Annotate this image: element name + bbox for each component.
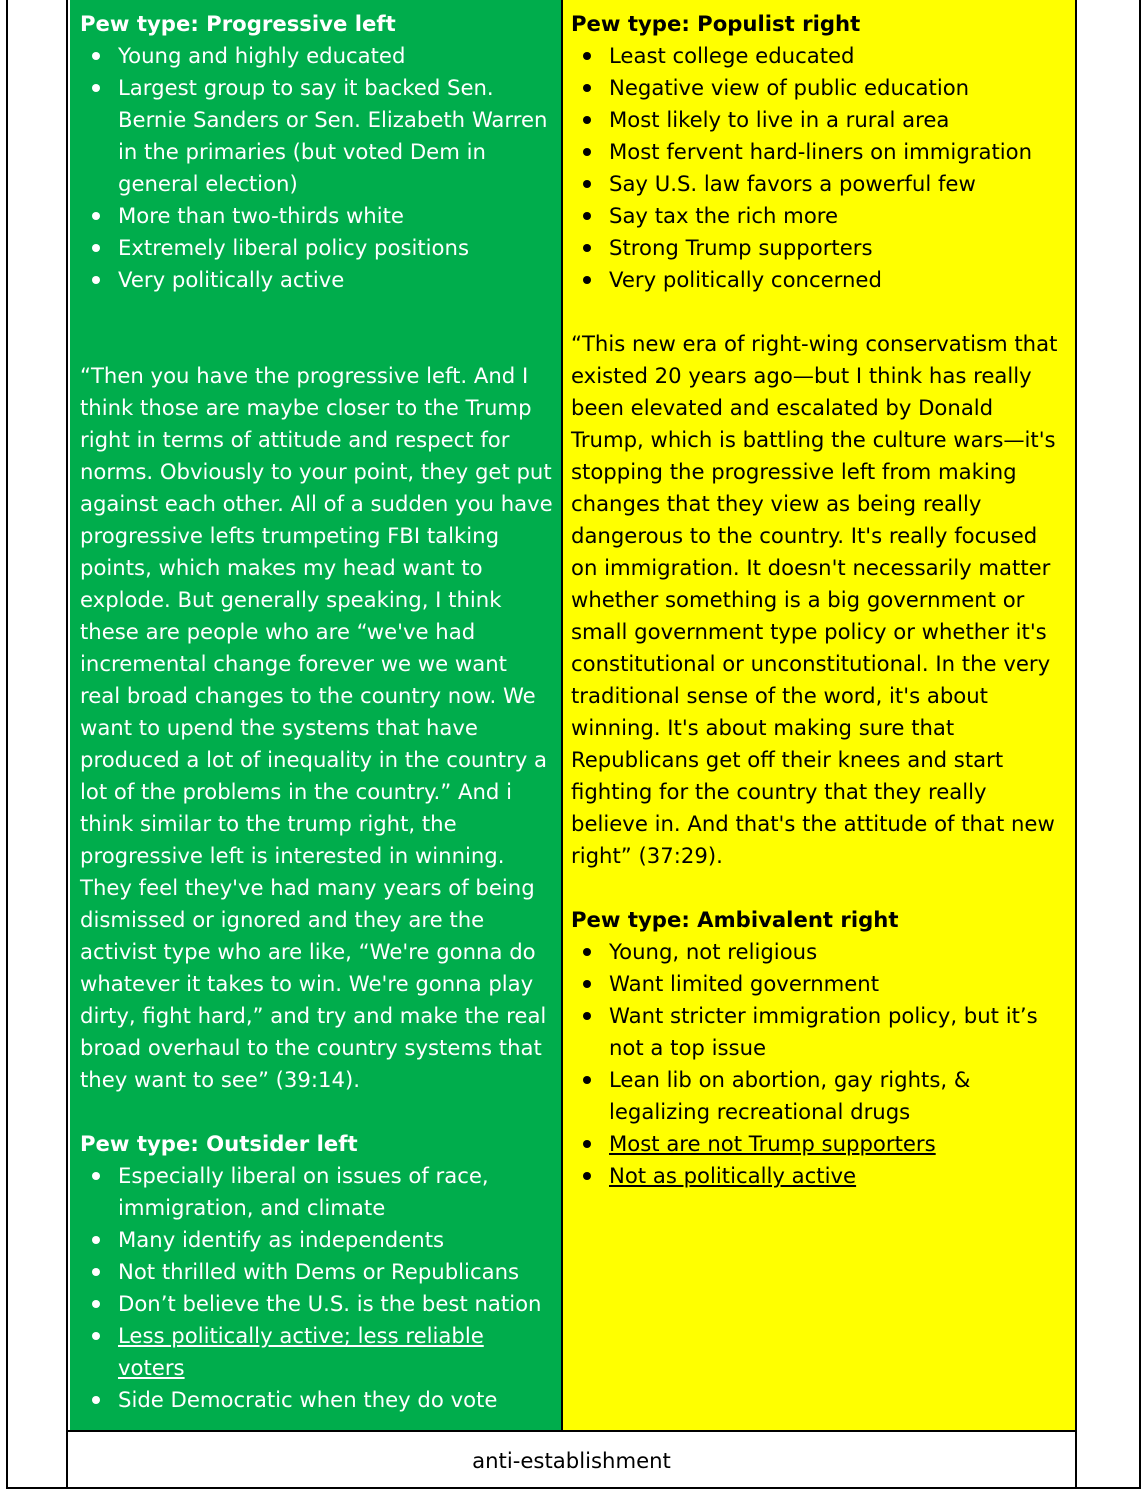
list-item: Largest group to say it backed Sen. Bernie Sanders or Sen. Elizabeth Warren in the primaries (but voted Dem in general election) [118,72,553,200]
progressive-left-list [80,40,553,296]
right-column [563,0,1075,1430]
list-item: Not thrilled with Dems or Republicans [118,1256,553,1288]
footer-label: anti-establishment [472,1448,671,1473]
list-item: Young, not religious [609,936,1069,968]
list-item: Least college educated [609,40,1069,72]
list-item: Strong Trump supporters [609,232,1069,264]
row-divider [68,1430,1075,1432]
outsider-left-heading: Pew type: Outsider left [80,1131,358,1156]
list-item: Want limited government [609,968,1069,1000]
populist-right-list [571,40,1069,296]
list-item: Say tax the rich more [609,200,1069,232]
progressive-left-quote: “Then you have the progressive left. And I think those are maybe closer to the Trump right in terms of attitude and respect for norms. Obviously to your point, they get put against each other. All of a sudden you have progressive lefts trumpeting FBI talking points, which makes my head want to explode. But generally speaking, I think these are people who are “we've had incremental change forever we we want real broad changes to the country now. We want to upend the systems that have produced a lot of inequality in the country a lot of the problems in the country.” And i think similar to the trump right, the progressive left is interested in winning. They feel they've had many years of being dismissed or ignored and they are the activist type who are like, “We're gonna do whatever it takes to win. We're gonna play dirty, fight hard,” and try and make the real broad overhaul to the country systems that they want to see” (39:14). [80,363,553,1092]
spacer [571,296,1069,328]
list-item: Extremely liberal policy positions [118,232,553,264]
underlined-text: Less politically active; less reliable voters [118,1323,484,1380]
spacer [80,296,553,360]
populist-right-heading: Pew type: Populist right [571,11,861,36]
populist-right-quote: “This new era of right-wing conservatism that existed 20 years ago—but I think has really been elevated and escalated by Donald Trump, which is battling the culture wars—it's stopping the progressive left from making changes that they view as being really dangerous to the country. It's really focused on immigration. It doesn't necessarily matter whether something is a big government or small government type policy or whether it's constitutional or unconstitutional. In the very traditional sense of the word, it's about winning. It's about making sure that Republicans get off their knees and start fighting for the country that they really believe in. And that's the attitude of that new right” (37:29). [571,331,1058,868]
list-item: Many identify as independents [118,1224,553,1256]
list-item: Negative view of public education [609,72,1069,104]
frame-right-border [1139,0,1141,1489]
list-item: Don’t believe the U.S. is the best nation [118,1288,553,1320]
list-item [609,1160,1069,1192]
list-item [609,1128,1069,1160]
underlined-text: Most are not Trump supporters [609,1131,936,1156]
list-item: Lean lib on abortion, gay rights, & legalizing recreational drugs [609,1064,1069,1128]
spacer [80,1096,553,1128]
comparison-table [66,0,1077,1489]
list-item: More than two-thirds white [118,200,553,232]
frame-left-border [6,0,8,1489]
underlined-text: Not as politically active [609,1163,857,1188]
list-item: Most fervent hard-liners on immigration [609,136,1069,168]
list-item [118,1320,553,1384]
ambivalent-right-list [571,936,1069,1192]
left-column [70,0,561,1430]
ambivalent-right-heading: Pew type: Ambivalent right [571,907,899,932]
list-item: Most likely to live in a rural area [609,104,1069,136]
progressive-left-heading: Pew type: Progressive left [80,11,396,36]
list-item: Very politically active [118,264,553,296]
list-item: Want stricter immigration policy, but it’s not a top issue [609,1000,1069,1064]
list-item: Especially liberal on issues of race, immigration, and climate [118,1160,553,1224]
list-item: Very politically concerned [609,264,1069,296]
list-item: Say U.S. law favors a powerful few [609,168,1069,200]
list-item: Young and highly educated [118,40,553,72]
outsider-left-list [80,1160,553,1416]
list-item: Side Democratic when they do vote [118,1384,553,1416]
spacer [571,872,1069,904]
